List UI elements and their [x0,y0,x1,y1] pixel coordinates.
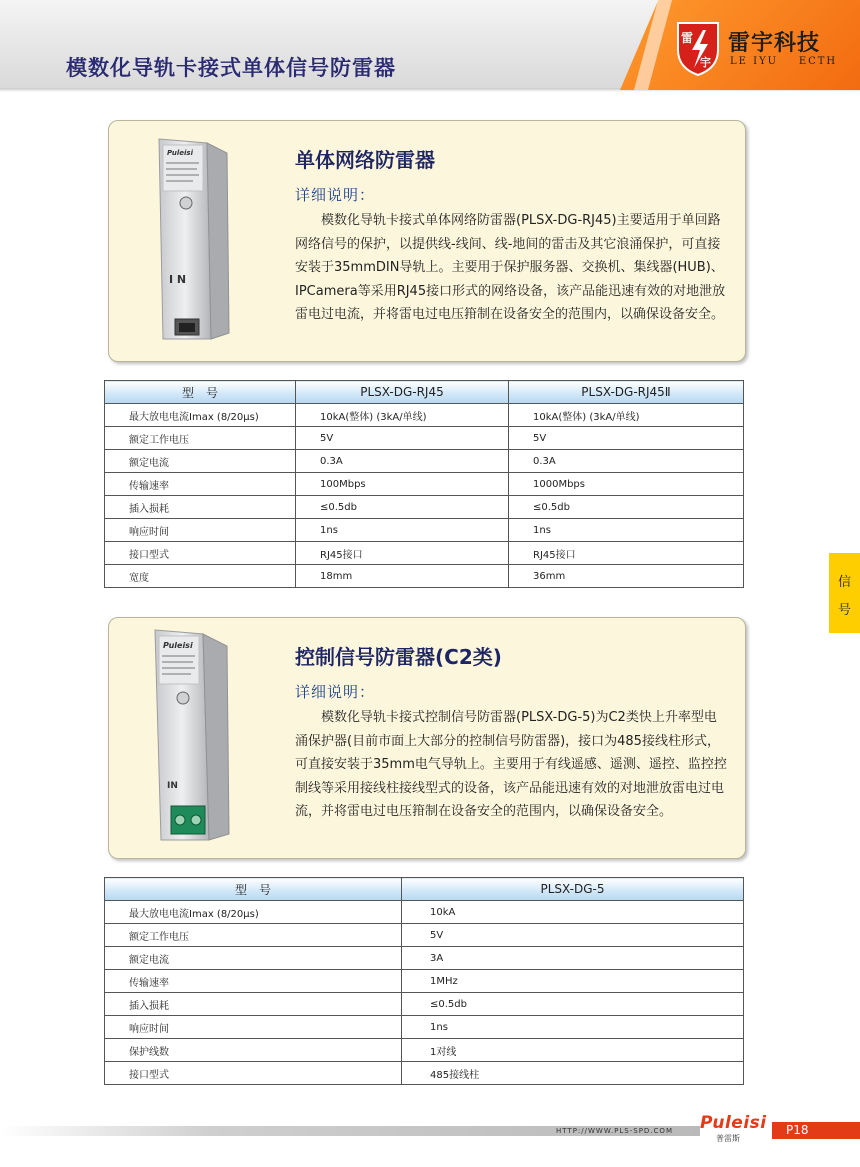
table-row [105,450,744,473]
table-cell: ≤0.5db [509,496,744,519]
row-label: 插入损耗 [105,496,296,519]
table-cell: 1ns [402,1016,744,1039]
table-header-row [105,878,744,901]
table-cell: 18mm [296,565,509,588]
row-label: 最大放电电流Imax (8/20μs) [105,404,296,427]
row-label: 额定工作电压 [105,427,296,450]
row-label: 响应时间 [105,519,296,542]
page-title: 模数化导轨卡接式单体信号防雷器 [66,56,396,80]
logo-text-top: 雷 [681,31,694,45]
product-title: 控制信号防雷器(C2类) [295,645,502,669]
table-cell: 0.3A [296,450,509,473]
image-label-brand: Puleisi [167,149,193,157]
footer-brand-logo: Puleisi [700,1113,767,1133]
table-cell: ≤0.5db [402,993,744,1016]
side-tab-char-2: 号 [838,603,852,618]
table-row [105,519,744,542]
table-row [105,924,744,947]
table-cell: 5V [296,427,509,450]
table-row [105,473,744,496]
row-label: 额定工作电压 [105,924,402,947]
table-cell: 10kA(整体) (3kA/单线) [509,404,744,427]
row-label: 保护线数 [105,1039,402,1062]
table-cell: 1ns [509,519,744,542]
column-header-rj45-ii: PLSX-DG-RJ45Ⅱ [509,381,744,404]
table-cell: 3A [402,947,744,970]
table-cell: 5V [402,924,744,947]
page-number: P18 [772,1122,860,1139]
footer-url-link[interactable]: HTTP://WWW.PLS-SPD.COM [556,1127,673,1135]
table-cell: 36mm [509,565,744,588]
row-label: 插入损耗 [105,993,402,1016]
table-row [105,427,744,450]
brand-shield-logo-icon [676,20,720,76]
table-row [105,947,744,970]
row-label: 接口型式 [105,1062,402,1085]
table-cell: RJ45接口 [296,542,509,565]
network-surge-protector-image [149,133,233,345]
table-row [105,1062,744,1085]
table-cell: RJ45接口 [509,542,744,565]
spec-table-network [104,380,744,588]
column-header-dg5: PLSX-DG-5 [402,878,744,901]
table-row [105,993,744,1016]
table-cell: 5V [509,427,744,450]
image-label-brand: Puleisi [163,641,193,650]
column-header-model: 型 号 [105,878,402,901]
table-cell: 10kA(整体) (3kA/单线) [296,404,509,427]
row-label: 传输速率 [105,473,296,496]
product-description: 模数化导轨卡接式控制信号防雷器(PLSX-DG-5)为C2类快上升率型电涌保护器(目前市面上大部分的控制信号防雷器)，接口为485接线柱形式，可直接安装于35mm电气导轨上。主要用于有线遥感、遥测、遥控、监控控制线等采用接线柱接线型式的设备，该产品能迅速有效的对地泄放雷电过电流，并将雷电过电压箝制在设备安全的范围内，以确保设备安全。 [295,710,727,819]
table-row [105,496,744,519]
column-header-rj45: PLSX-DG-RJ45 [296,381,509,404]
brand-name-en: LE IYU ECTH [730,56,838,67]
row-label: 传输速率 [105,970,402,993]
row-label: 接口型式 [105,542,296,565]
product-description: 模数化导轨卡接式单体网络防雷器(PLSX-DG-RJ45)主要适用于单回路网络信号的保护，以提供线-线间、线-地间的雷击及其它浪涌保护，可直接安装于35mmDIN导轨上。主要用于保护服务器、交换机、集线器(HUB)、IPCamera等采用RJ45接口形式的网络设备，该产品能迅速有效的对地泄放雷电过电流，并将雷电过电压箝制在设备安全的范围内，以确保设备安全。 [295,213,726,322]
product-card-control-signal [108,617,746,859]
image-label-in: I N [169,273,187,286]
table-cell: ≤0.5db [296,496,509,519]
side-category-tab [829,553,860,633]
brand-name-cn: 雷宇科技 [728,30,821,56]
row-label: 宽度 [105,565,296,588]
side-tab-char-1: 信 [838,575,852,590]
table-cell: 485接线柱 [402,1062,744,1085]
table-cell: 10kA [402,901,744,924]
table-cell: 0.3A [509,450,744,473]
table-header-row [105,381,744,404]
product-title: 单体网络防雷器 [295,148,435,172]
table-cell: 1000Mbps [509,473,744,496]
table-row [105,542,744,565]
table-row [105,970,744,993]
product-card-network [108,120,746,362]
footer-brand-cn: 普雷斯 [716,1134,740,1143]
page-header [0,0,860,90]
table-row [105,1016,744,1039]
table-row [105,404,744,427]
table-cell: 1ns [296,519,509,542]
logo-text-bottom: 宇 [700,56,711,69]
row-label: 响应时间 [105,1016,402,1039]
image-label-in: IN [167,781,178,791]
table-row [105,565,744,588]
table-cell: 100Mbps [296,473,509,496]
table-row [105,1039,744,1062]
product-subtitle: 详细说明： [295,186,376,204]
column-header-model: 型 号 [105,381,296,404]
product-subtitle: 详细说明： [295,683,376,701]
control-signal-surge-protector-image [149,626,233,846]
table-cell: 1对线 [402,1039,744,1062]
spec-table-control-signal [104,877,744,1085]
row-label: 额定电流 [105,450,296,473]
table-row [105,901,744,924]
row-label: 额定电流 [105,947,402,970]
row-label: 最大放电电流Imax (8/20μs) [105,901,402,924]
table-cell: 1MHz [402,970,744,993]
